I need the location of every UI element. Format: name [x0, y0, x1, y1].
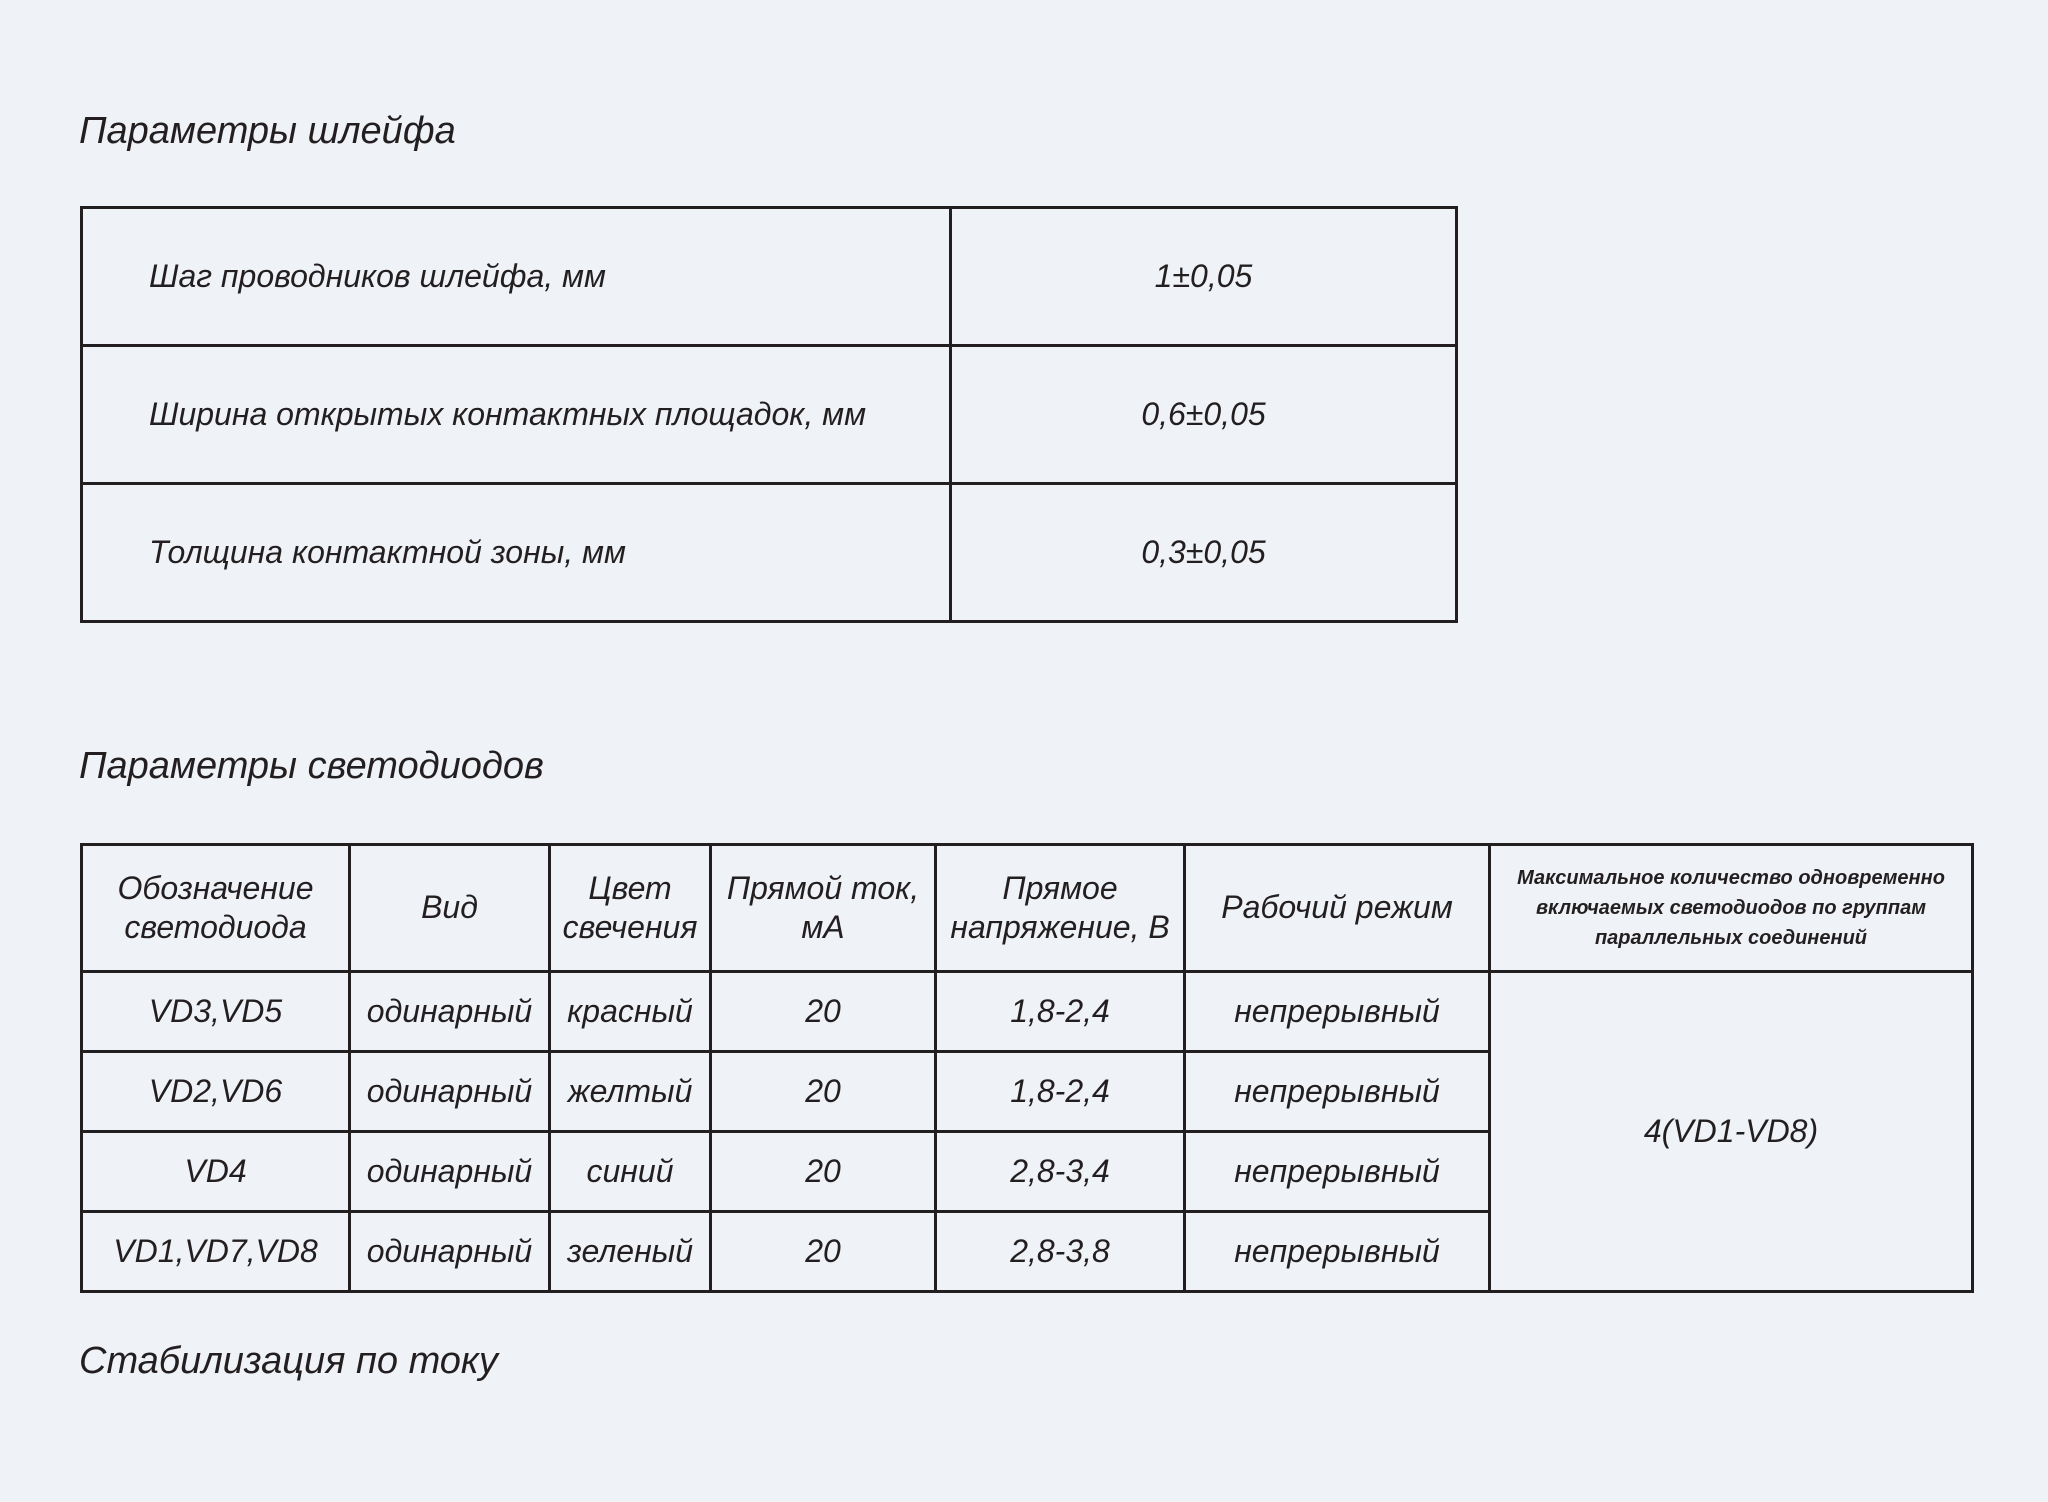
header-voltage: Прямое напряжение, В [936, 845, 1185, 972]
param-name: Толщина контактной зоны, мм [82, 484, 951, 622]
header-current: Прямой ток, мА [711, 845, 936, 972]
cell-current: 20 [711, 1132, 936, 1212]
table-row [82, 208, 1457, 346]
cell-mode: непрерывный [1185, 1132, 1490, 1212]
cell-current: 20 [711, 1212, 936, 1292]
cell-voltage: 1,8-2,4 [936, 1052, 1185, 1132]
cable-parameters-title: Параметры шлейфа [79, 110, 456, 152]
cell-current: 20 [711, 972, 936, 1052]
cell-mode: непрерывный [1185, 1052, 1490, 1132]
led-parameters-title: Параметры светодиодов [79, 745, 544, 787]
table-row [82, 484, 1457, 622]
header-max-count: Максимальное количество одновременно включаемых светодиодов по группам параллельных соединений [1490, 845, 1973, 972]
cell-current: 20 [711, 1052, 936, 1132]
cell-type: одинарный [350, 972, 550, 1052]
header-row [82, 845, 1973, 972]
cell-color: желтый [550, 1052, 711, 1132]
cell-type: одинарный [350, 1132, 550, 1212]
header-type: Вид [350, 845, 550, 972]
table-row [82, 346, 1457, 484]
param-value: 1±0,05 [951, 208, 1457, 346]
cell-voltage: 1,8-2,4 [936, 972, 1185, 1052]
cell-type: одинарный [350, 1052, 550, 1132]
cell-type: одинарный [350, 1212, 550, 1292]
table-row [82, 972, 1973, 1052]
cell-designation: VD2,VD6 [82, 1052, 350, 1132]
param-value: 0,3±0,05 [951, 484, 1457, 622]
header-color: Цвет свечения [550, 845, 711, 972]
param-name: Ширина открытых контактных площадок, мм [82, 346, 951, 484]
header-mode: Рабочий режим [1185, 845, 1490, 972]
cell-mode: непрерывный [1185, 1212, 1490, 1292]
cable-parameters-table [80, 206, 1458, 623]
cell-voltage: 2,8-3,4 [936, 1132, 1185, 1212]
param-value: 0,6±0,05 [951, 346, 1457, 484]
cell-color: синий [550, 1132, 711, 1212]
cell-color: зеленый [550, 1212, 711, 1292]
cell-mode: непрерывный [1185, 972, 1490, 1052]
param-name: Шаг проводников шлейфа, мм [82, 208, 951, 346]
led-parameters-table [80, 843, 1974, 1293]
current-stabilization-note: Стабилизация по току [79, 1340, 498, 1382]
cell-max-count: 4(VD1-VD8) [1490, 972, 1973, 1292]
cell-designation: VD1,VD7,VD8 [82, 1212, 350, 1292]
header-designation: Обозначение светодиода [82, 845, 350, 972]
cell-color: красный [550, 972, 711, 1052]
cell-voltage: 2,8-3,8 [936, 1212, 1185, 1292]
cell-designation: VD4 [82, 1132, 350, 1212]
cell-designation: VD3,VD5 [82, 972, 350, 1052]
